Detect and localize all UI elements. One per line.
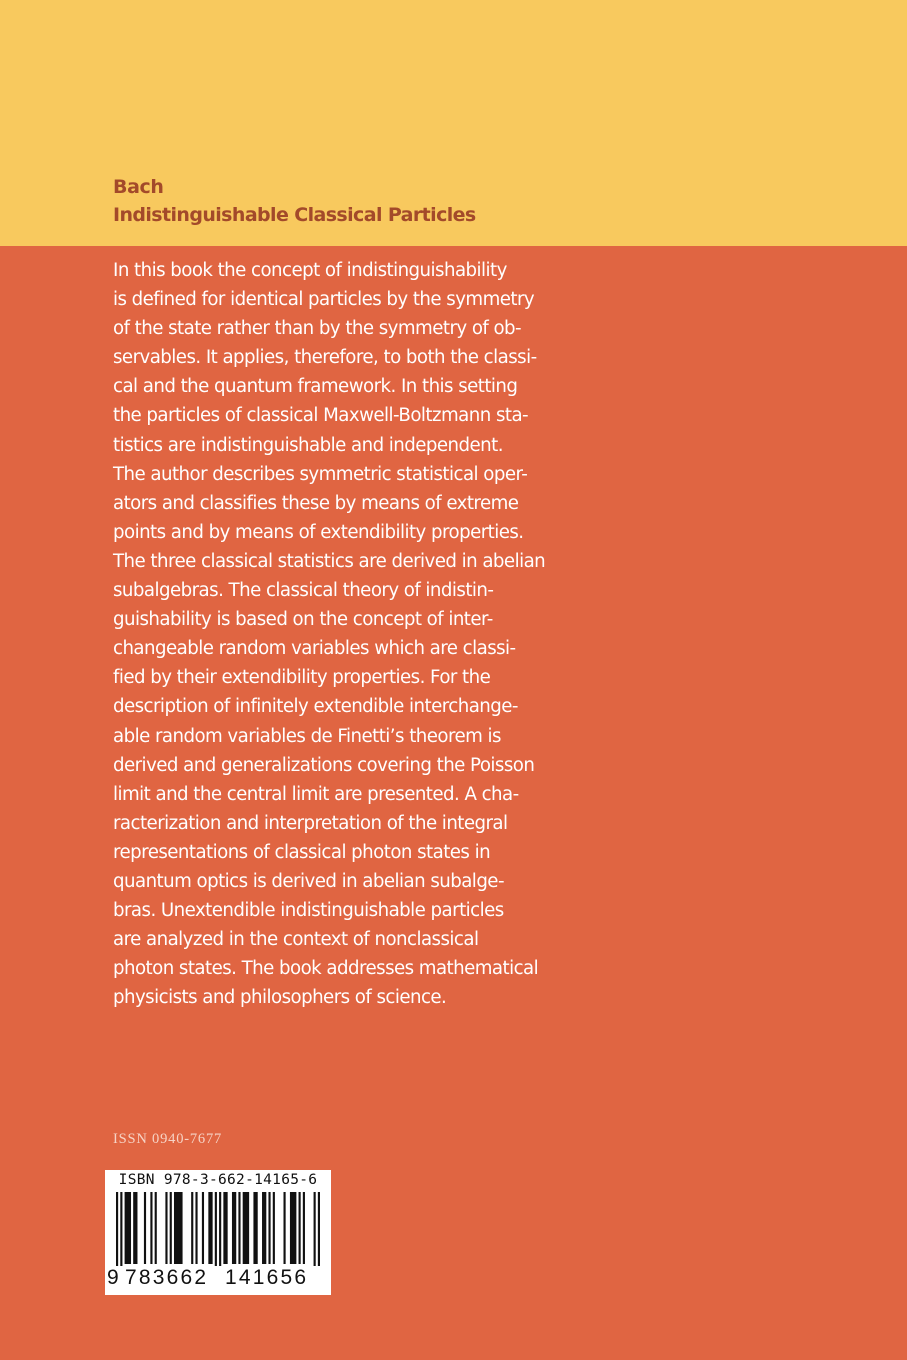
barcode-bar <box>318 1192 320 1266</box>
description-line: The author describes symmetric statistical oper- <box>113 463 528 485</box>
description-line: The three classical statistics are derived in abelian <box>113 550 546 572</box>
barcode-bar <box>238 1192 240 1264</box>
isbn-barcode <box>105 1170 331 1295</box>
barcode-bar <box>150 1192 152 1264</box>
barcode-bar <box>223 1192 227 1264</box>
barcode-bar <box>191 1192 193 1264</box>
barcode-bar <box>243 1192 249 1264</box>
book-description <box>113 256 553 1012</box>
description-line: subalgebras. The classical theory of indistin- <box>113 580 494 602</box>
barcode-bar <box>283 1192 285 1264</box>
barcode-digit-first: 9 <box>107 1266 119 1289</box>
author-name: Bach <box>113 176 164 198</box>
barcode-bar <box>174 1192 183 1264</box>
barcode-bar <box>116 1192 118 1266</box>
description-line: representations of classical photon states in <box>113 841 491 863</box>
description-line: guishability is based on the concept of inter- <box>113 609 493 631</box>
issn-number: ISSN 0940-7677 <box>113 1131 223 1147</box>
description-line: fied by their extendibility properties. For the <box>113 667 491 689</box>
description-line: are analyzed in the context of nonclassical <box>113 929 479 951</box>
barcode-bar <box>170 1192 172 1264</box>
barcode-bar <box>165 1192 167 1264</box>
barcode-bar <box>314 1192 316 1266</box>
header-band <box>0 0 907 246</box>
barcode-bar <box>232 1192 236 1264</box>
barcode-bar <box>133 1192 137 1264</box>
description-line: In this book the concept of indistinguishability <box>113 260 507 281</box>
barcode-bars <box>116 1192 320 1266</box>
barcode-digits-right: 141656 <box>225 1266 309 1289</box>
description-line: racterization and interpretation of the integral <box>113 812 508 834</box>
description-line: bras. Unextendible indistinguishable particles <box>113 900 504 922</box>
description-line: ators and classifies these by means of extreme <box>113 492 519 514</box>
book-title: Indistinguishable Classical Particles <box>113 204 476 226</box>
barcode-bar <box>268 1192 270 1264</box>
barcode-digits-left: 783662 <box>125 1266 209 1289</box>
description-line: description of infinitely extendible interchange- <box>113 696 518 718</box>
description-line: is defined for identical particles by the symmetry <box>113 289 535 311</box>
barcode-bar <box>144 1192 146 1264</box>
description-line: changeable random variables which are classi- <box>113 638 516 660</box>
description-line: the particles of classical Maxwell-Boltzmann sta- <box>113 405 529 427</box>
barcode-bar <box>219 1192 221 1266</box>
description-line: able random variables de Finetti’s theorem is <box>113 725 501 747</box>
barcode-bar <box>273 1192 275 1264</box>
barcode-bar <box>303 1192 305 1264</box>
barcode-bar <box>202 1192 204 1264</box>
description-line: points and by means of extendibility properties. <box>113 521 524 543</box>
isbn-label: ISBN 978-3-662-14165-6 <box>118 1172 318 1188</box>
description-line: photon states. The book addresses mathematical <box>113 958 539 980</box>
barcode-bar <box>290 1192 296 1264</box>
description-line: physicists and philosophers of science. <box>113 987 447 1009</box>
description-line: quantum optics is derived in abelian subalge- <box>113 870 504 892</box>
barcode-bar <box>299 1192 301 1264</box>
description-line: tistics are indistinguishable and independent. <box>113 434 503 456</box>
barcode-bar <box>253 1192 257 1264</box>
barcode-bar <box>195 1192 197 1264</box>
description-line: servables. It applies, therefore, to both the classi- <box>113 347 537 369</box>
description-line: derived and generalizations covering the Poisson <box>113 754 535 776</box>
barcode-bar <box>120 1192 122 1266</box>
description-line: cal and the quantum framework. In this setting <box>113 376 518 398</box>
description-line: limit and the central limit are presented. A cha- <box>113 783 519 805</box>
barcode-bar <box>215 1192 217 1266</box>
barcode-bar <box>125 1192 131 1264</box>
barcode-bar <box>208 1192 212 1264</box>
description-line: of the state rather than by the symmetry of ob- <box>113 318 522 340</box>
barcode-bar <box>262 1192 266 1264</box>
barcode-bar <box>155 1192 157 1264</box>
